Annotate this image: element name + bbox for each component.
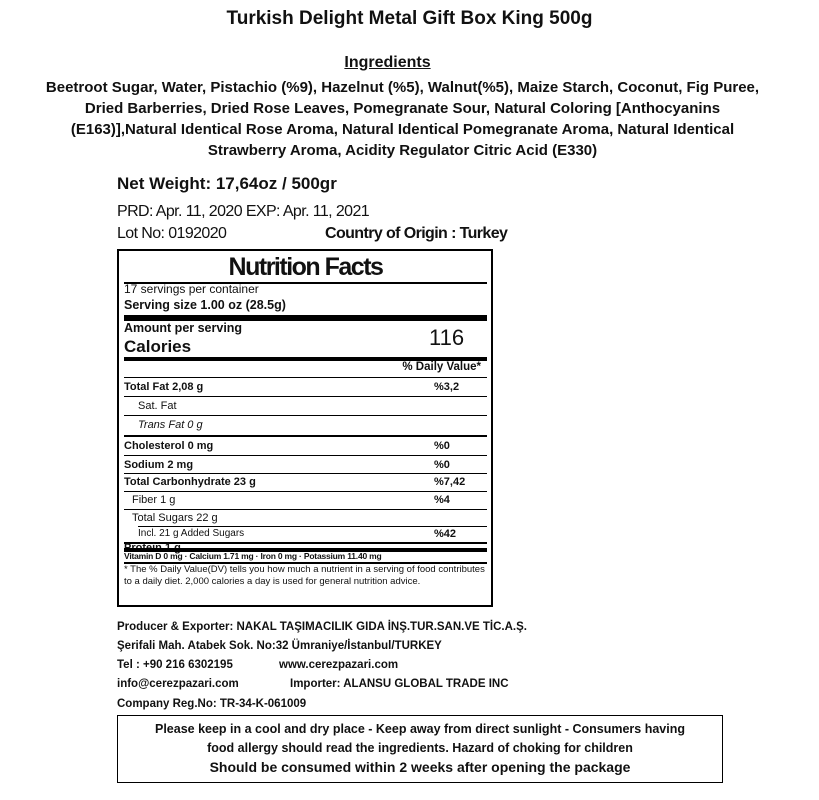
ingredients-heading: Ingredients (344, 54, 431, 71)
producer-tel: Tel : +90 216 6302195 (117, 659, 233, 671)
amount-per-serving: Amount per serving (124, 321, 243, 335)
producer-email: info@cerezpazari.com (117, 678, 239, 690)
nutrient-row: Trans Fat 0 g (138, 419, 203, 431)
producer-exporter: Producer & Exporter: NAKAL TAŞIMACILIK GIDA İNŞ.TUR.SAN.VE TİC.A.Ş. (117, 621, 527, 633)
company-registration: Company Reg.No: TR-34-K-061009 (117, 698, 307, 710)
nutrient-row: Total Fat 2,08 g %3,2 (124, 381, 460, 393)
country-of-origin: Country of Origin : Turkey (325, 225, 508, 242)
calories-label: Calories (124, 337, 192, 356)
lot-number: Lot No: 0192020 (117, 225, 227, 242)
daily-value-header: % Daily Value* (402, 361, 481, 373)
storage-warning-box (117, 715, 723, 783)
serving-size: Serving size 1.00 oz (28.5g) (124, 298, 286, 312)
nutrient-row: Sat. Fat (138, 400, 177, 412)
daily-value-footnote: * The % Daily Value(DV) tells you how much a nutrient in a serving of food contributes to a daily diet. 2,000 calories a day is used for general nutrition advice. (124, 564, 485, 587)
servings-per-container: 17 servings per container (124, 282, 259, 296)
nutrient-row: Total Sugars 22 g (132, 512, 218, 524)
nutrient-row: Incl. 21 g Added Sugars %42 (138, 528, 457, 540)
minerals-line: Vitamin D 0 mg · Calcium 1.71 mg · Iron 0 mg · Potassium 11.40 mg (124, 551, 382, 561)
net-weight: Net Weight: 17,64oz / 500gr (117, 174, 337, 193)
warning-line-1: Please keep in a cool and dry place - Keep away from direct sunlight - Consumers having (154, 722, 685, 736)
nutrient-row: Cholesterol 0 mg %0 (124, 440, 450, 452)
product-title: Turkish Delight Metal Gift Box King 500g (226, 8, 593, 29)
importer: Importer: ALANSU GLOBAL TRADE INC (290, 678, 509, 690)
warning-line-2: food allergy should read the ingredients. Hazard of choking for children (207, 741, 633, 755)
nutrition-facts-panel (117, 249, 493, 607)
producer-website: www.cerezpazari.com (279, 659, 399, 671)
producer-address: Şerifali Mah. Atabek Sok. No:32 Ümraniye/İstanbul/TURKEY (117, 640, 442, 652)
nutrient-row: Sodium 2 mg %0 (124, 459, 450, 471)
production-expiry-dates: PRD: Apr. 11, 2020 EXP: Apr. 11, 2021 (117, 203, 370, 220)
nutrient-row: Total Carbonhydrate 23 g %7,42 (124, 476, 466, 488)
warning-line-3: Should be consumed within 2 weeks after opening the package (209, 759, 631, 775)
nutrient-row: Fiber 1 g %4 (132, 494, 450, 506)
ingredients-text: Beetroot Sugar, Water, Pistachio (%9), Hazelnut (%5), Walnut(%5), Maize Starch, Coconut, Fig Puree, Dried Barberries, Dried Rose Leaves, Pomegranate Sour, Natural Coloring [Anthocyanins (E163)],Natural Identical Rose Aroma, Natural Identical Pomegranate Aroma, Natural Identical Strawberry Aroma, Acidity Regulator Citric Acid (E330) (45, 79, 760, 159)
calories-value: 116 (429, 325, 465, 350)
nutrition-facts-title: Nutrition Facts (228, 253, 383, 281)
